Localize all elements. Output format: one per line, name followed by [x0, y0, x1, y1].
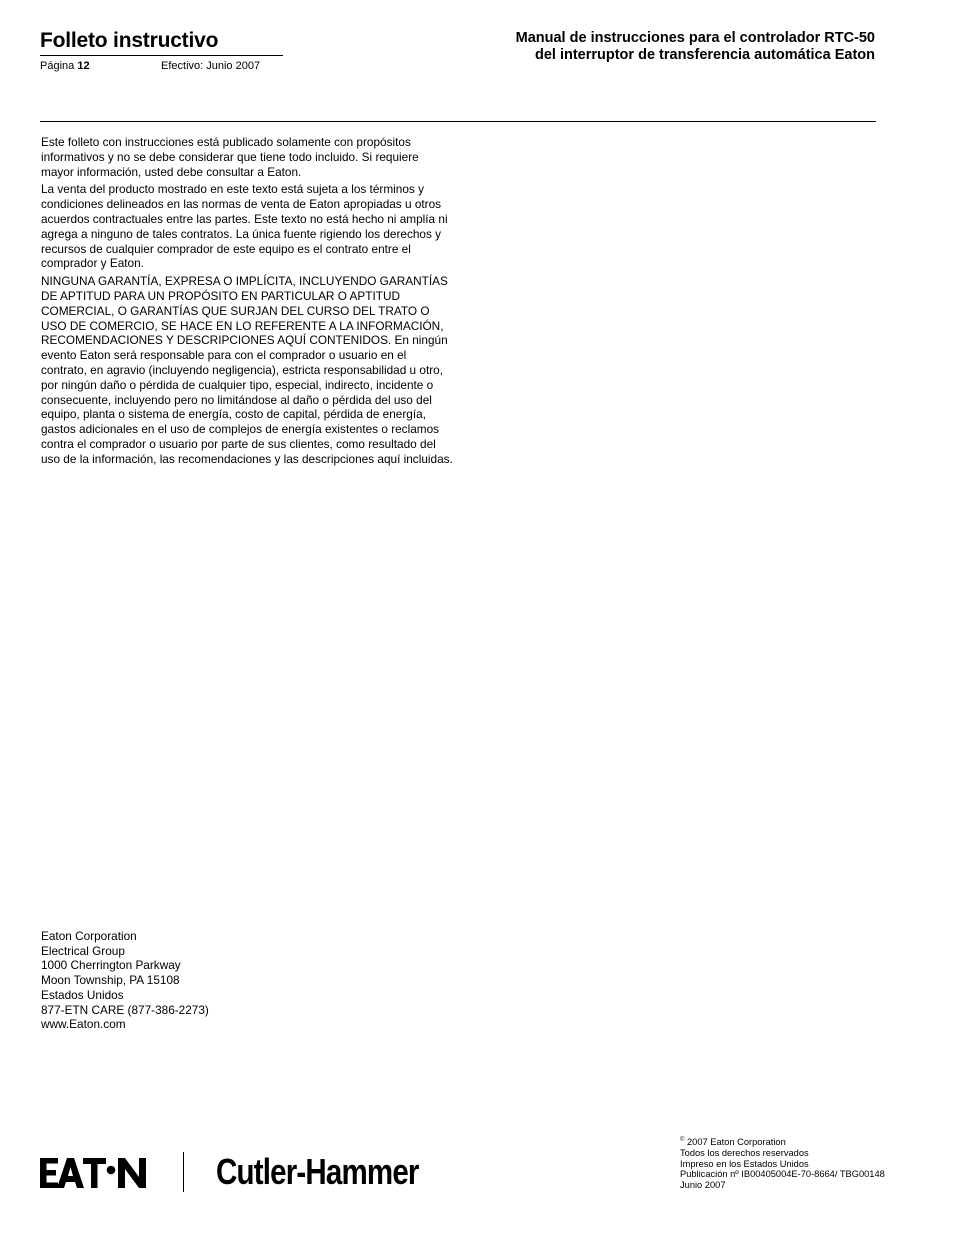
header-left: [40, 28, 283, 74]
manual-title: [516, 30, 875, 64]
manual-title-line2: del interruptor de transferencia automática Eaton: [534, 47, 875, 63]
publication-date: Junio 2007: [680, 1180, 726, 1191]
disclaimer-text: [41, 135, 453, 470]
address-line: Electrical Group: [41, 943, 125, 958]
copyright-symbol: ©: [680, 1136, 685, 1143]
publication-number: Publicación nº IB00405004E-70-8664/ TBG00148: [680, 1169, 885, 1180]
copyright-block: [680, 1137, 885, 1191]
copyright-year: 2007 Eaton Corporation: [687, 1137, 786, 1147]
address-phone: 877-ETN CARE (877-386-2273): [41, 1002, 209, 1017]
title-rule: [40, 55, 283, 56]
eaton-logo: [40, 1158, 148, 1193]
effective-date: Efectivo: Junio 2007: [161, 60, 261, 72]
address-website: www.Eaton.com: [41, 1017, 126, 1032]
printed-in: Impreso en los Estados Unidos: [680, 1158, 809, 1169]
paragraph-1: Este folleto con instrucciones está publicado solamente con propósitos informativos y no se debe considerar que tiene todo incluido. Si requiere mayor información, usted debe consultar a Eaton.: [41, 135, 419, 179]
copyright-line: [680, 1137, 885, 1148]
page-indicator: [40, 60, 90, 72]
address-line: Eaton Corporation: [41, 929, 137, 943]
address-line: Moon Township, PA 15108: [41, 973, 180, 988]
cutler-hammer-logo: Cutler-Hammer: [216, 1151, 419, 1192]
address-line: 1000 Cherrington Parkway: [41, 958, 181, 973]
paragraph-3: NINGUNA GARANTÍA, EXPRESA O IMPLÍCITA, INCLUYENDO GARANTÍAS DE APTITUD PARA UN PROPÓSITO EN PARTICULAR O APTITUD COMERCIAL, O GARANTÍAS QUE SURJAN DEL CURSO DEL TRATO O USO DE COMERCIO, SE HACE EN LO REFERENTE A LA INFORMACIÓN, RECOMENDACIONES Y DESCRIPCIONES AQUÍ CONTENIDOS. En ningún evento Eaton será responsable para con el comprador o usuario en el contrato, en agravio (incluyendo negligencia), estricta responsabilidad u otro, por ningún daño o pérdida de cualquier tipo, especial, indirecto, incidente o consecuente, incluyendo pero no limitándose al daño o pérdida del uso del equipo, planta o sistema de energía, costo de capital, pérdida de energía, gastos adicionales en el uso de complejos de energía existentes o reclamos contra el comprador o usuario por parte de sus clientes, como resultado del uso de la información, las recomendaciones y las descripciones aquí incluidas.: [41, 274, 453, 466]
page-label: Página: [40, 60, 75, 72]
manual-title-line1: Manual de instrucciones para el controlador RTC-50: [515, 30, 875, 46]
rights-reserved: Todos los derechos reservados: [680, 1147, 809, 1158]
header-meta: [40, 60, 283, 74]
company-address: [41, 929, 209, 1032]
page-number: 12: [77, 60, 90, 72]
header-divider: [40, 121, 876, 122]
document-title: Folleto instructivo: [40, 29, 219, 52]
address-line: Estados Unidos: [41, 987, 124, 1002]
eaton-logo-mark: [40, 1158, 148, 1188]
logo-separator: [183, 1152, 184, 1192]
paragraph-2: La venta del producto mostrado en este texto está sujeta a los términos y condiciones delineados en las normas de venta de Eaton apropiadas u otros acuerdos contractuales entre las partes. Este texto no está hecho ni amplía ni agrega a ninguno de tales contratos. La única fuente rigiendo los derechos y recursos de cualquier comprador de este equipo es el contrato entre el comprador y Eaton.: [41, 182, 448, 271]
